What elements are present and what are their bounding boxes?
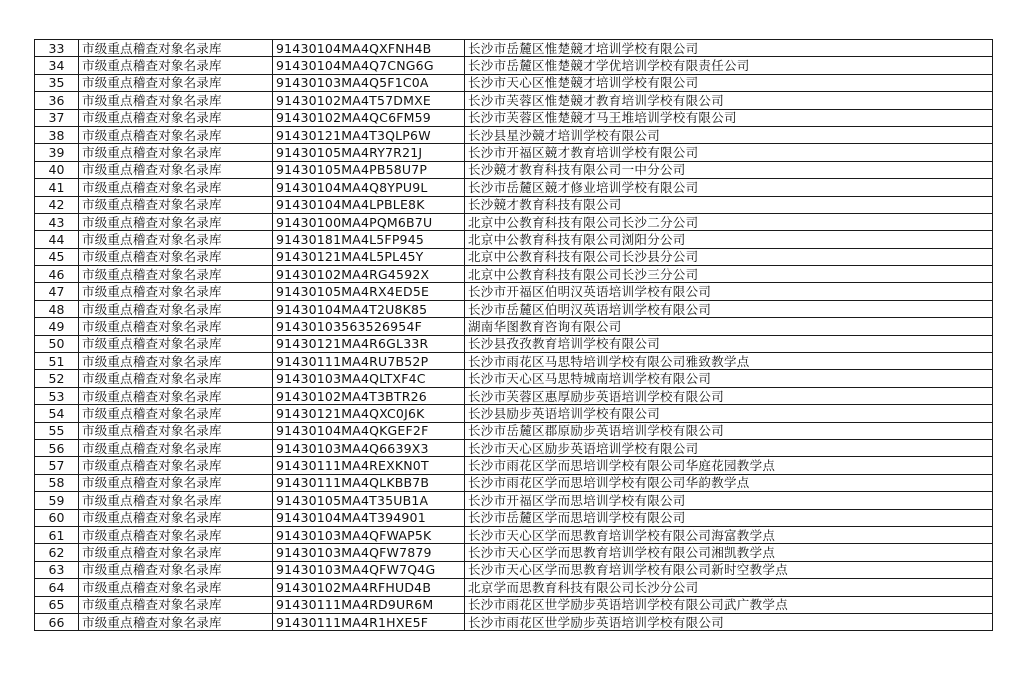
table-row <box>35 300 993 317</box>
row-entity-name: 长沙市开福区競才教育培训学校有限公司 <box>465 144 993 161</box>
table-row <box>35 74 993 91</box>
row-credit-code: 91430103563526954F <box>273 318 465 335</box>
table-row <box>35 457 993 474</box>
row-entity-name: 长沙市开福区伯明汉英语培训学校有限公司 <box>465 283 993 300</box>
row-credit-code: 91430104MA4QXFNH4B <box>273 40 465 57</box>
row-number: 46 <box>35 266 79 283</box>
row-entity-name: 北京中公教育科技有限公司长沙三分公司 <box>465 266 993 283</box>
row-credit-code: 91430104MA4T2U8K85 <box>273 300 465 317</box>
row-number: 37 <box>35 109 79 126</box>
row-number: 60 <box>35 509 79 526</box>
row-number: 56 <box>35 439 79 456</box>
row-number: 66 <box>35 613 79 630</box>
table-row <box>35 161 993 178</box>
row-entity-name: 长沙市岳麓区惟楚競才学优培训学校有限责任公司 <box>465 57 993 74</box>
row-category: 市级重点稽查对象名录库 <box>79 248 273 265</box>
row-credit-code: 91430104MA4T394901 <box>273 509 465 526</box>
row-category: 市级重点稽查对象名录库 <box>79 74 273 91</box>
table-row <box>35 387 993 404</box>
row-entity-name: 长沙市雨花区世学励步英语培训学校有限公司 <box>465 613 993 630</box>
table-row <box>35 422 993 439</box>
row-credit-code: 91430105MA4T35UB1A <box>273 492 465 509</box>
row-entity-name: 长沙競才教育科技有限公司一中分公司 <box>465 161 993 178</box>
row-category: 市级重点稽查对象名录库 <box>79 561 273 578</box>
row-number: 47 <box>35 283 79 300</box>
row-entity-name: 北京中公教育科技有限公司浏阳分公司 <box>465 231 993 248</box>
row-entity-name: 北京中公教育科技有限公司长沙二分公司 <box>465 213 993 230</box>
row-credit-code: 91430103MA4QFW7Q4G <box>273 561 465 578</box>
row-entity-name: 长沙競才教育科技有限公司 <box>465 196 993 213</box>
row-entity-name: 长沙市雨花区世学励步英语培训学校有限公司武广教学点 <box>465 596 993 613</box>
row-category: 市级重点稽查对象名录库 <box>79 387 273 404</box>
row-number: 42 <box>35 196 79 213</box>
row-category: 市级重点稽查对象名录库 <box>79 335 273 352</box>
row-entity-name: 长沙市开福区学而思培训学校有限公司 <box>465 492 993 509</box>
row-number: 33 <box>35 40 79 57</box>
row-credit-code: 91430103MA4Q5F1C0A <box>273 74 465 91</box>
row-entity-name: 长沙市岳麓区伯明汉英语培训学校有限公司 <box>465 300 993 317</box>
row-number: 44 <box>35 231 79 248</box>
row-number: 57 <box>35 457 79 474</box>
table-body <box>35 40 993 631</box>
row-number: 50 <box>35 335 79 352</box>
row-credit-code: 91430102MA4RG4592X <box>273 266 465 283</box>
table-row <box>35 126 993 143</box>
row-category: 市级重点稽查对象名录库 <box>79 144 273 161</box>
row-credit-code: 91430121MA4R6GL33R <box>273 335 465 352</box>
row-entity-name: 长沙市岳麓区惟楚競才培训学校有限公司 <box>465 40 993 57</box>
row-category: 市级重点稽查对象名录库 <box>79 283 273 300</box>
row-category: 市级重点稽查对象名录库 <box>79 370 273 387</box>
row-credit-code: 91430105MA4RY7R21J <box>273 144 465 161</box>
row-number: 64 <box>35 579 79 596</box>
row-number: 41 <box>35 179 79 196</box>
row-entity-name: 长沙市雨花区马思特培训学校有限公司雅致教学点 <box>465 353 993 370</box>
row-credit-code: 91430104MA4Q7CNG6G <box>273 57 465 74</box>
row-entity-name: 长沙市雨花区学而思培训学校有限公司华韵教学点 <box>465 474 993 491</box>
row-number: 58 <box>35 474 79 491</box>
row-credit-code: 91430104MA4Q8YPU9L <box>273 179 465 196</box>
row-category: 市级重点稽查对象名录库 <box>79 40 273 57</box>
row-credit-code: 91430121MA4L5PL45Y <box>273 248 465 265</box>
table-row <box>35 596 993 613</box>
row-number: 39 <box>35 144 79 161</box>
row-number: 61 <box>35 526 79 543</box>
row-category: 市级重点稽查对象名录库 <box>79 109 273 126</box>
row-number: 43 <box>35 213 79 230</box>
table-row <box>35 40 993 57</box>
row-number: 38 <box>35 126 79 143</box>
row-category: 市级重点稽查对象名录库 <box>79 126 273 143</box>
row-number: 45 <box>35 248 79 265</box>
row-credit-code: 91430104MA4LPBLE8K <box>273 196 465 213</box>
row-credit-code: 91430181MA4L5FP945 <box>273 231 465 248</box>
row-category: 市级重点稽查对象名录库 <box>79 92 273 109</box>
row-category: 市级重点稽查对象名录库 <box>79 353 273 370</box>
row-category: 市级重点稽查对象名录库 <box>79 492 273 509</box>
row-entity-name: 北京中公教育科技有限公司长沙县分公司 <box>465 248 993 265</box>
row-entity-name: 长沙县星沙競才培训学校有限公司 <box>465 126 993 143</box>
row-credit-code: 91430103MA4Q6639X3 <box>273 439 465 456</box>
row-entity-name: 长沙市天心区励步英语培训学校有限公司 <box>465 439 993 456</box>
table-row <box>35 92 993 109</box>
row-number: 54 <box>35 405 79 422</box>
table-row <box>35 266 993 283</box>
table-row <box>35 248 993 265</box>
table-row <box>35 213 993 230</box>
row-credit-code: 91430111MA4QLKBB7B <box>273 474 465 491</box>
row-category: 市级重点稽查对象名录库 <box>79 196 273 213</box>
table-row <box>35 579 993 596</box>
row-credit-code: 91430103MA4QLTXF4C <box>273 370 465 387</box>
row-credit-code: 91430105MA4RX4ED5E <box>273 283 465 300</box>
row-number: 53 <box>35 387 79 404</box>
table-row <box>35 492 993 509</box>
table-row <box>35 179 993 196</box>
row-category: 市级重点稽查对象名录库 <box>79 266 273 283</box>
table-row <box>35 613 993 630</box>
row-entity-name: 长沙市岳麓区競才修业培训学校有限公司 <box>465 179 993 196</box>
row-entity-name: 长沙县励步英语培训学校有限公司 <box>465 405 993 422</box>
row-entity-name: 长沙市芙蓉区惟楚競才马王堆培训学校有限公司 <box>465 109 993 126</box>
row-entity-name: 长沙市岳麓区郡原励步英语培训学校有限公司 <box>465 422 993 439</box>
table-row <box>35 370 993 387</box>
enterprise-roster-table <box>34 39 993 631</box>
row-category: 市级重点稽查对象名录库 <box>79 318 273 335</box>
row-category: 市级重点稽查对象名录库 <box>79 422 273 439</box>
table-row <box>35 474 993 491</box>
row-entity-name: 长沙市天心区学而思教育培训学校有限公司海富教学点 <box>465 526 993 543</box>
row-number: 34 <box>35 57 79 74</box>
row-credit-code: 91430102MA4T57DMXE <box>273 92 465 109</box>
row-category: 市级重点稽查对象名录库 <box>79 161 273 178</box>
table-row <box>35 353 993 370</box>
row-credit-code: 91430102MA4RFHUD4B <box>273 579 465 596</box>
table-row <box>35 335 993 352</box>
table-row <box>35 318 993 335</box>
row-category: 市级重点稽查对象名录库 <box>79 474 273 491</box>
row-entity-name: 长沙市天心区惟楚競才培训学校有限公司 <box>465 74 993 91</box>
row-number: 40 <box>35 161 79 178</box>
table-row <box>35 231 993 248</box>
row-category: 市级重点稽查对象名录库 <box>79 613 273 630</box>
row-credit-code: 91430100MA4PQM6B7U <box>273 213 465 230</box>
row-credit-code: 91430104MA4QKGEF2F <box>273 422 465 439</box>
row-credit-code: 91430111MA4REXKN0T <box>273 457 465 474</box>
row-category: 市级重点稽查对象名录库 <box>79 231 273 248</box>
row-category: 市级重点稽查对象名录库 <box>79 596 273 613</box>
row-credit-code: 91430121MA4T3QLP6W <box>273 126 465 143</box>
row-entity-name: 长沙市芙蓉区惠厚励步英语培训学校有限公司 <box>465 387 993 404</box>
table-row <box>35 439 993 456</box>
row-number: 35 <box>35 74 79 91</box>
row-category: 市级重点稽查对象名录库 <box>79 509 273 526</box>
table-row <box>35 509 993 526</box>
row-credit-code: 91430102MA4T3BTR26 <box>273 387 465 404</box>
row-credit-code: 91430103MA4QFW7879 <box>273 544 465 561</box>
row-credit-code: 91430111MA4RD9UR6M <box>273 596 465 613</box>
row-entity-name: 长沙市雨花区学而思培训学校有限公司华庭花园教学点 <box>465 457 993 474</box>
row-number: 65 <box>35 596 79 613</box>
row-entity-name: 长沙市芙蓉区惟楚競才教育培训学校有限公司 <box>465 92 993 109</box>
row-category: 市级重点稽查对象名录库 <box>79 526 273 543</box>
row-category: 市级重点稽查对象名录库 <box>79 57 273 74</box>
row-category: 市级重点稽查对象名录库 <box>79 405 273 422</box>
table-row <box>35 544 993 561</box>
row-credit-code: 91430111MA4R1HXE5F <box>273 613 465 630</box>
row-number: 55 <box>35 422 79 439</box>
row-entity-name: 湖南华图教育咨询有限公司 <box>465 318 993 335</box>
row-entity-name: 北京学而思教育科技有限公司长沙分公司 <box>465 579 993 596</box>
row-category: 市级重点稽查对象名录库 <box>79 579 273 596</box>
table-row <box>35 57 993 74</box>
row-number: 62 <box>35 544 79 561</box>
row-credit-code: 91430105MA4PB58U7P <box>273 161 465 178</box>
row-number: 48 <box>35 300 79 317</box>
row-credit-code: 91430103MA4QFWAP5K <box>273 526 465 543</box>
table-row <box>35 196 993 213</box>
row-credit-code: 91430111MA4RU7B52P <box>273 353 465 370</box>
row-number: 52 <box>35 370 79 387</box>
table-row <box>35 405 993 422</box>
row-number: 59 <box>35 492 79 509</box>
row-number: 51 <box>35 353 79 370</box>
row-category: 市级重点稽查对象名录库 <box>79 179 273 196</box>
row-entity-name: 长沙市天心区学而思教育培训学校有限公司湘凯教学点 <box>465 544 993 561</box>
table-row <box>35 144 993 161</box>
table-row <box>35 526 993 543</box>
row-category: 市级重点稽查对象名录库 <box>79 213 273 230</box>
row-category: 市级重点稽查对象名录库 <box>79 439 273 456</box>
table-row <box>35 283 993 300</box>
table-row <box>35 561 993 578</box>
row-credit-code: 91430121MA4QXC0J6K <box>273 405 465 422</box>
row-category: 市级重点稽查对象名录库 <box>79 457 273 474</box>
row-entity-name: 长沙市天心区马思特城南培训学校有限公司 <box>465 370 993 387</box>
row-number: 36 <box>35 92 79 109</box>
row-number: 63 <box>35 561 79 578</box>
row-number: 49 <box>35 318 79 335</box>
row-entity-name: 长沙县孜孜教育培训学校有限公司 <box>465 335 993 352</box>
row-category: 市级重点稽查对象名录库 <box>79 300 273 317</box>
row-entity-name: 长沙市天心区学而思教育培训学校有限公司新时空教学点 <box>465 561 993 578</box>
row-entity-name: 长沙市岳麓区学而思培训学校有限公司 <box>465 509 993 526</box>
table-row <box>35 109 993 126</box>
row-category: 市级重点稽查对象名录库 <box>79 544 273 561</box>
row-credit-code: 91430102MA4QC6FM59 <box>273 109 465 126</box>
